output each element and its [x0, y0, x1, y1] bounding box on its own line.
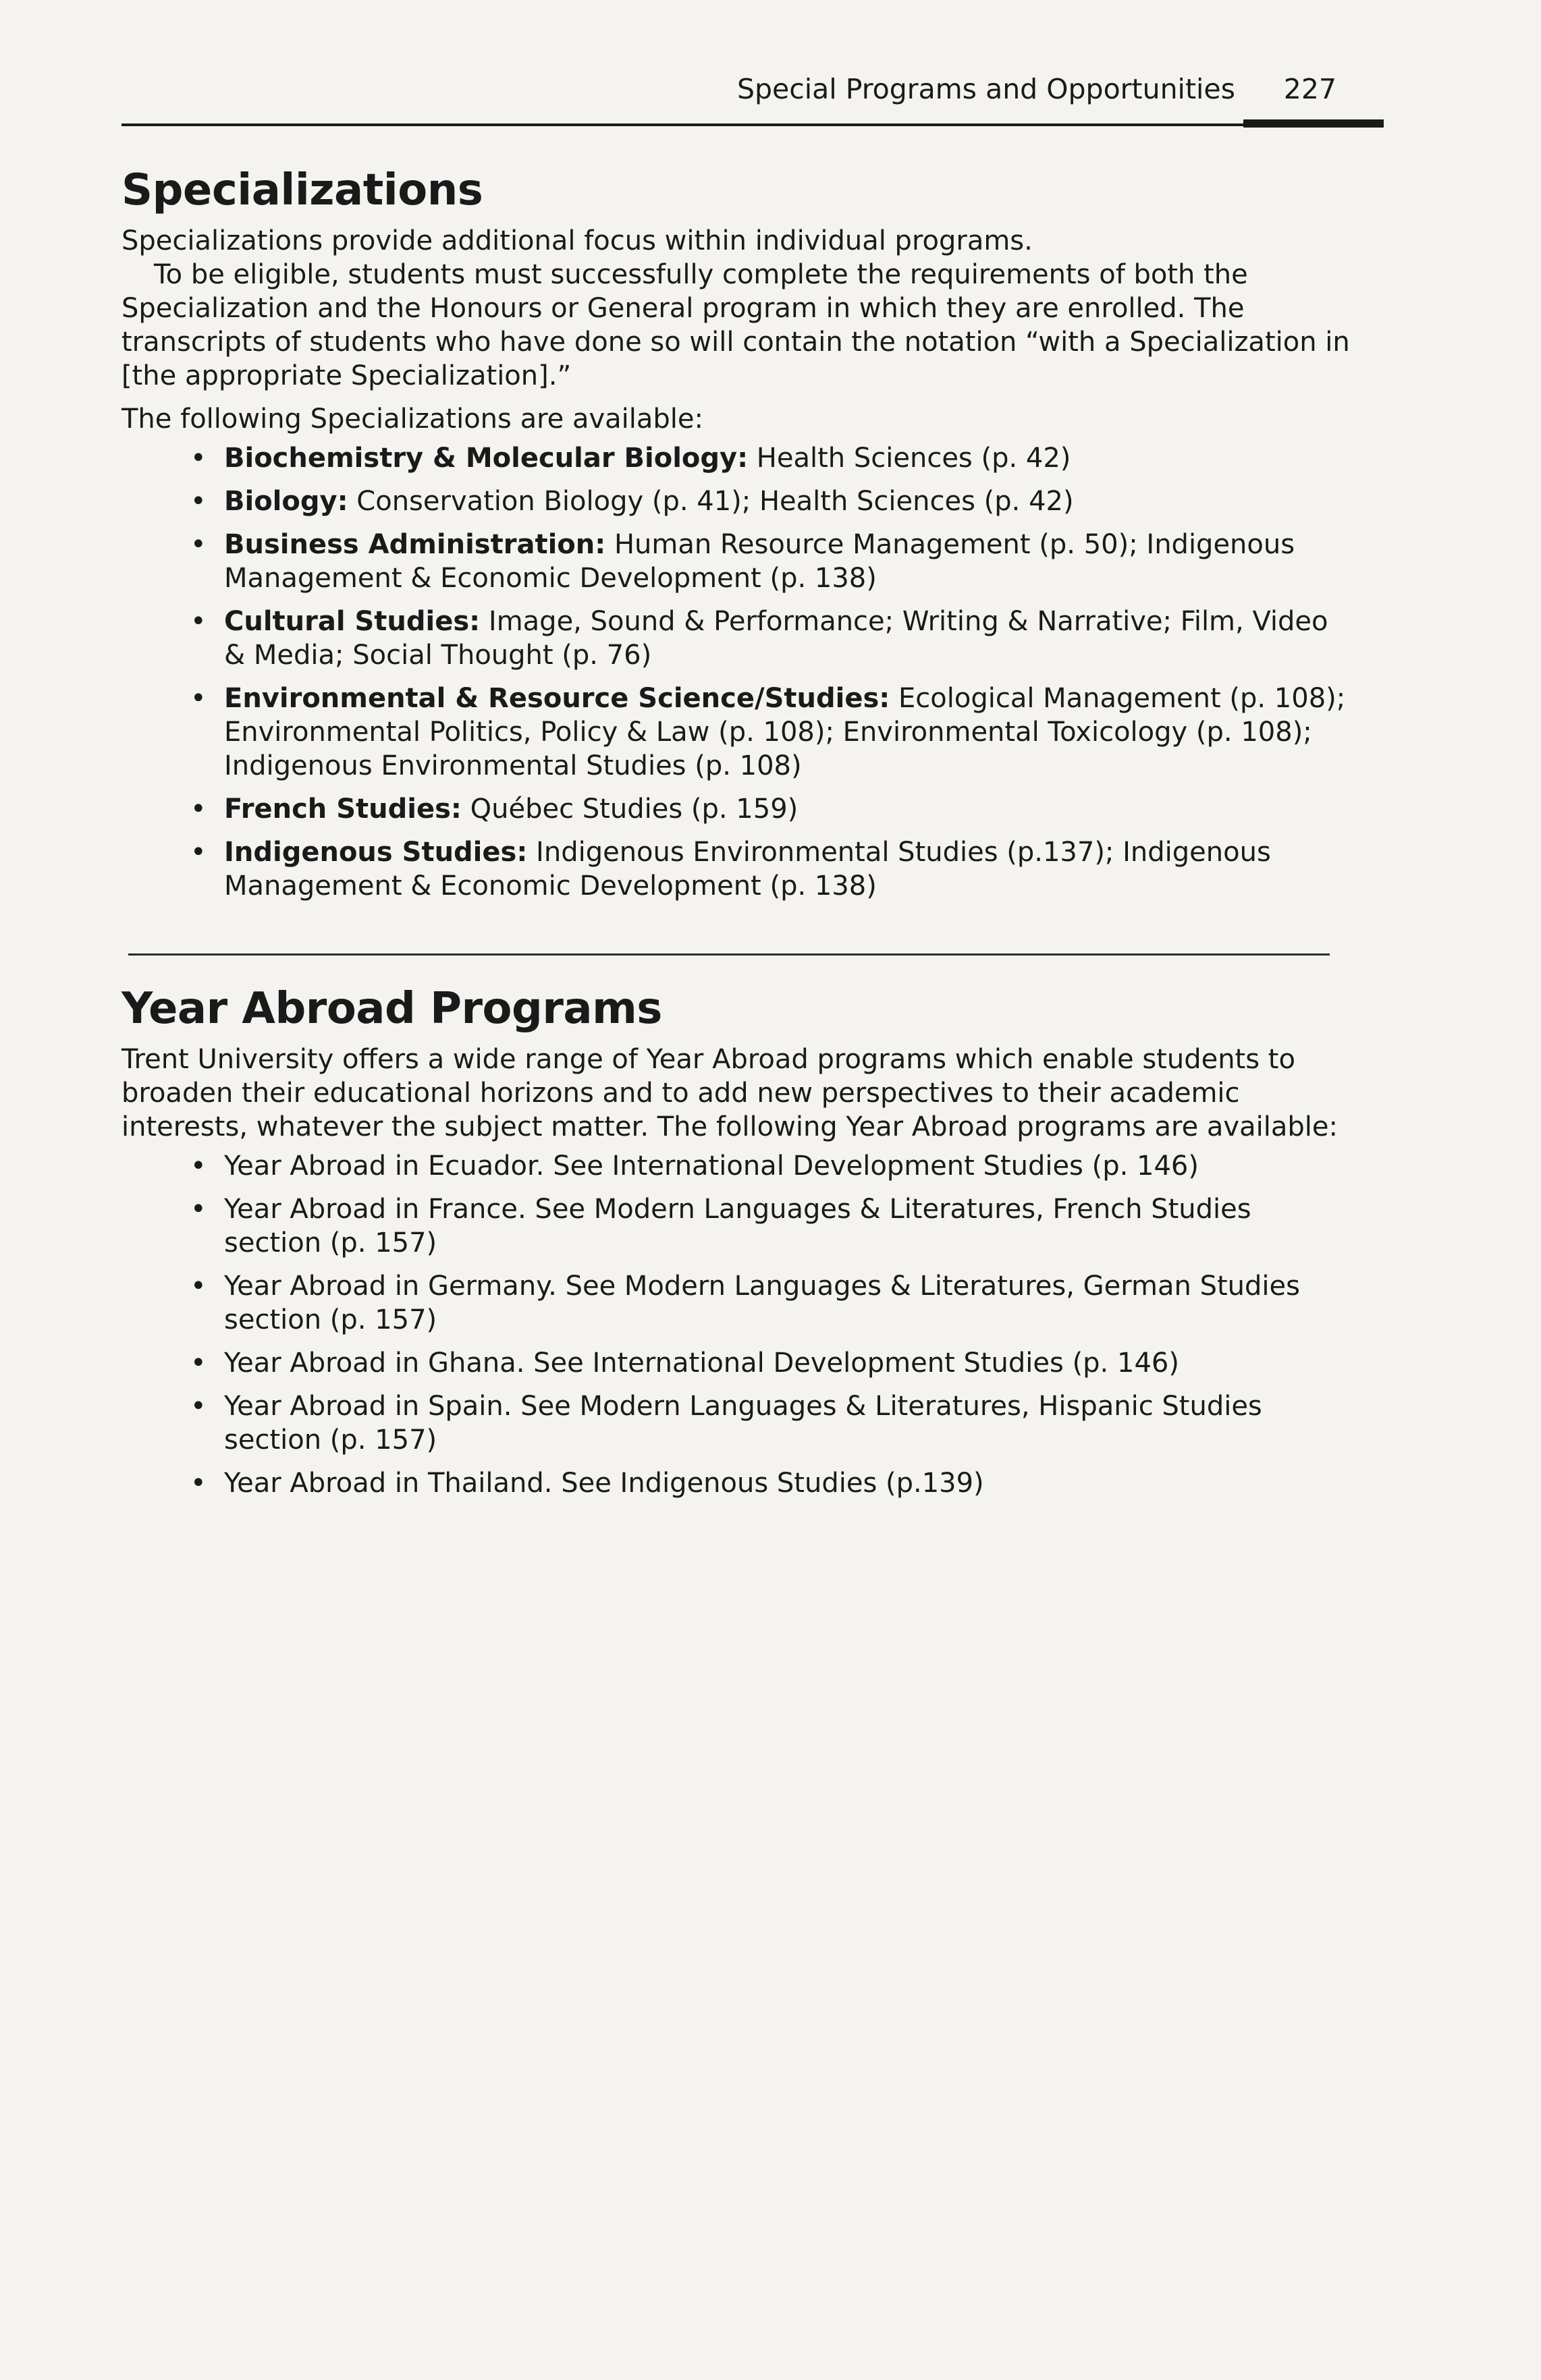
specializations-list	[121, 441, 1357, 903]
header-rule	[121, 123, 1384, 126]
list-item	[121, 528, 1357, 595]
bullet-icon: •	[190, 1468, 207, 1499]
specialization-term: Environmental & Resource Science/Studies:	[224, 683, 890, 714]
specializations-intro: Specializations provide additional focus within individual programs.	[121, 225, 1033, 256]
specialization-term: Indigenous Studies:	[224, 837, 528, 868]
specialization-text: Ecological Management (p. 108); Environmental Politics, Policy & Law (p. 108); Environmental Toxicology (p. 108); Indigenous Environmental Studies (p. 108)	[224, 683, 1346, 781]
year-abroad-item: Year Abroad in Thailand. See Indigenous Studies (p.139)	[224, 1468, 984, 1499]
running-header	[121, 73, 1384, 120]
specialization-term: Cultural Studies:	[224, 606, 481, 637]
bullet-icon: •	[190, 1271, 207, 1302]
list-item	[121, 1192, 1357, 1260]
specialization-text: Québec Studies (p. 159)	[461, 794, 799, 825]
year-abroad-item: Year Abroad in France. See Modern Languages & Literatures, French Studies section (p. 157)	[224, 1194, 1251, 1258]
list-item	[121, 485, 1357, 518]
list-item	[121, 1346, 1357, 1380]
specializations-eligibility: To be eligible, students must successfully complete the requirements of both the Specialization and the Honours or General program in which they are enrolled. The transcripts of students who have done so will contain the notation “with a Specialization in [the appropriate Specialization].”	[121, 259, 1350, 391]
list-item	[121, 835, 1357, 903]
specializations-heading: Specializations	[121, 165, 483, 215]
specialization-text: Health Sciences (p. 42)	[748, 443, 1071, 474]
list-item	[121, 682, 1357, 783]
bullet-icon: •	[190, 529, 207, 560]
specialization-text: Human Resource Management (p. 50); Indigenous Management & Economic Development (p. 138)	[224, 529, 1295, 594]
bullet-icon: •	[190, 443, 207, 474]
list-item	[121, 1269, 1357, 1337]
specialization-term: Biochemistry & Molecular Biology:	[224, 443, 749, 474]
bullet-icon: •	[190, 486, 207, 517]
bullet-icon: •	[190, 794, 207, 825]
list-item	[121, 605, 1357, 672]
bullet-icon: •	[190, 683, 207, 714]
running-header-title: Special Programs and Opportunities	[736, 73, 1235, 105]
list-item	[121, 792, 1357, 826]
bullet-icon: •	[190, 1391, 207, 1422]
year-abroad-item: Year Abroad in Ghana. See International Development Studies (p. 146)	[224, 1348, 1179, 1379]
specialization-term: Business Administration:	[224, 529, 606, 560]
specializations-section	[121, 163, 1357, 912]
year-abroad-heading: Year Abroad Programs	[121, 984, 662, 1034]
year-abroad-item: Year Abroad in Germany. See Modern Languages & Literatures, German Studies section (p. 157)	[224, 1271, 1300, 1335]
specialization-term: Biology:	[224, 486, 348, 517]
specializations-lead: The following Specializations are available:	[121, 404, 703, 435]
bullet-icon: •	[190, 1348, 207, 1379]
section-divider	[128, 953, 1330, 956]
bullet-icon: •	[190, 1194, 207, 1225]
year-abroad-section	[121, 982, 1357, 1510]
list-item	[121, 441, 1357, 475]
specialization-text: Conservation Biology (p. 41); Health Sciences (p. 42)	[348, 486, 1074, 517]
bullet-icon: •	[190, 1151, 207, 1182]
page-number: 227	[1283, 73, 1336, 105]
specialization-text: Indigenous Environmental Studies (p.137); Indigenous Management & Economic Development (p. 138)	[224, 837, 1271, 902]
bullet-icon: •	[190, 606, 207, 637]
specialization-term: French Studies:	[224, 794, 462, 825]
header-tab-marker	[1243, 119, 1384, 128]
year-abroad-list	[121, 1149, 1357, 1500]
year-abroad-intro: Trent University offers a wide range of Year Abroad programs which enable students to broaden their educational horizons and to add new perspectives to their academic interests, whatever the subject matter. The following Year Abroad programs are available:	[121, 1044, 1338, 1142]
specialization-text: Image, Sound & Performance; Writing & Narrative; Film, Video & Media; Social Thought (p. 76)	[224, 606, 1328, 671]
bullet-icon: •	[190, 837, 207, 868]
year-abroad-item: Year Abroad in Spain. See Modern Languages & Literatures, Hispanic Studies section (p. 157)	[224, 1391, 1262, 1456]
list-item	[121, 1466, 1357, 1500]
list-item	[121, 1149, 1357, 1183]
list-item	[121, 1389, 1357, 1457]
year-abroad-item: Year Abroad in Ecuador. See International Development Studies (p. 146)	[224, 1151, 1199, 1182]
